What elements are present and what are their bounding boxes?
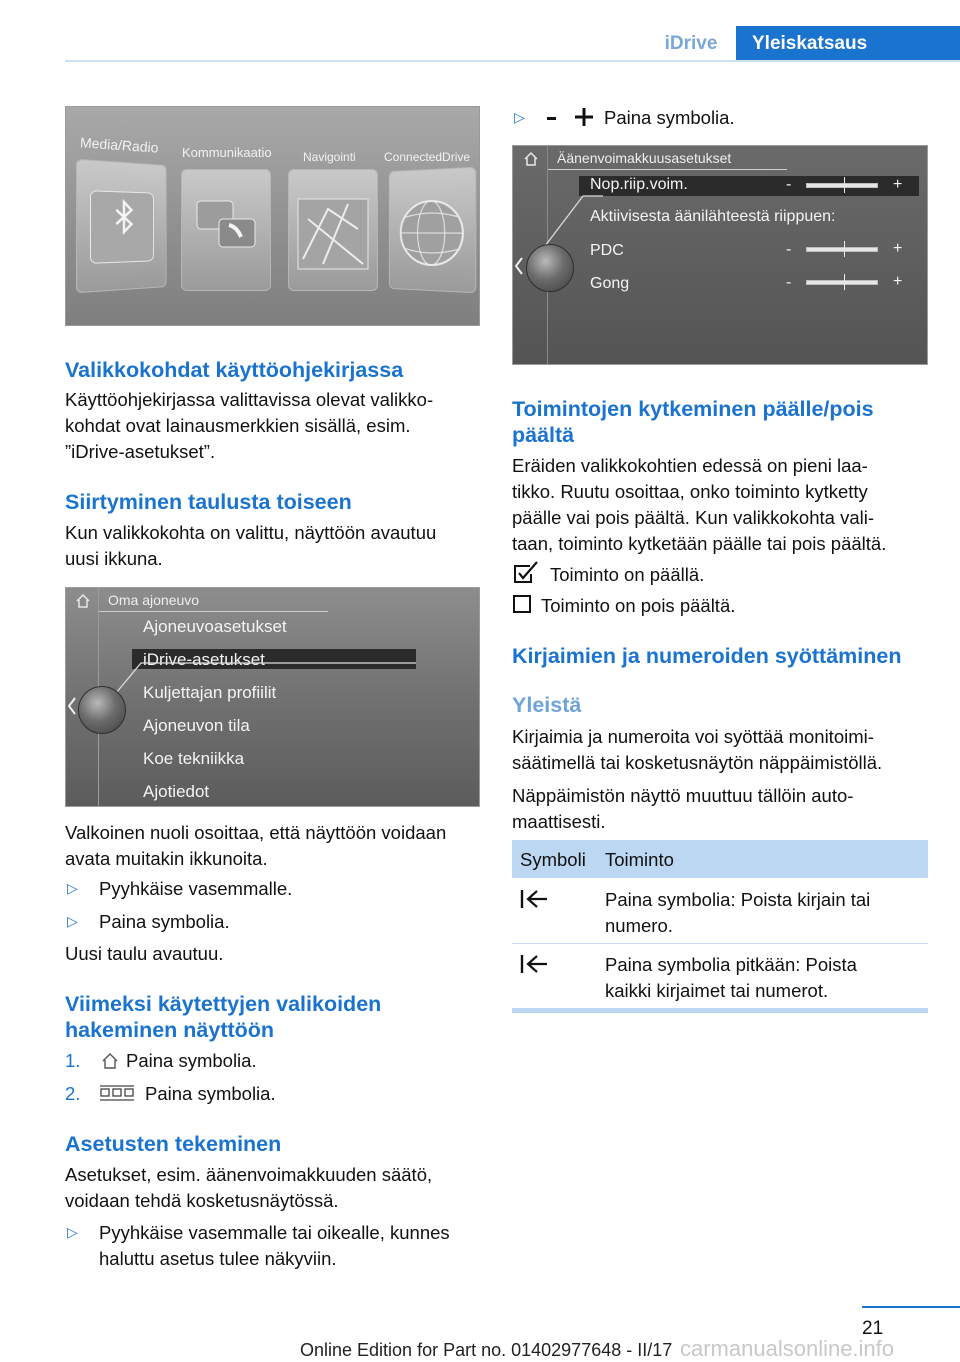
plus-icon xyxy=(574,107,594,127)
menu-item-vehicle-settings[interactable]: Ajoneuvoasetukset xyxy=(143,617,287,636)
section-body-line: Asetukset, esim. äänenvoimakkuuden säätö, xyxy=(65,1164,433,1185)
header-section: iDrive xyxy=(664,33,718,54)
footer-rule xyxy=(862,1306,960,1308)
bullet-text: Pyyhkäise vasemmalle. xyxy=(99,878,293,899)
table-row: numero. xyxy=(605,915,673,936)
controller-knob-icon xyxy=(78,686,126,734)
globe-icon xyxy=(389,167,476,294)
screen-title: Äänenvoimakkuusasetukset xyxy=(557,150,732,166)
step-text: Paina symbolia. xyxy=(126,1050,257,1071)
tile-label-connecteddrive: ConnectedDrive xyxy=(384,150,471,164)
section-title-settings: Asetusten tekeminen xyxy=(65,1132,282,1156)
table-row: Paina symbolia: Poista kirjain tai xyxy=(605,889,871,910)
section-body-line: tikko. Ruutu osoittaa, onko toiminto kytketty xyxy=(512,481,868,502)
minus-button[interactable]: - xyxy=(786,176,792,193)
media-tile xyxy=(76,159,167,294)
section-body-line: avata muitakin ikkunoita. xyxy=(65,848,268,869)
left-arrow-icon xyxy=(66,696,78,716)
toggle-off-text: Toiminto on pois päältä. xyxy=(541,595,736,616)
slider-thumb[interactable] xyxy=(844,274,845,290)
selection-line xyxy=(96,643,426,703)
bullet-text: Pyyhkäise vasemmalle tai oikealle, kunnes xyxy=(99,1222,450,1243)
section-body-line: taan, toiminto kytketään päälle tai pois päältä. xyxy=(512,533,887,554)
section-title-recent-menus-line2: hakeminen näyttöön xyxy=(65,1018,275,1042)
step-number: 2. xyxy=(65,1083,81,1104)
table-header-symbol: Symboli xyxy=(520,849,586,870)
slider-thumb[interactable] xyxy=(844,177,845,193)
vehicle-menu-screenshot xyxy=(65,587,480,807)
bluetooth-icon xyxy=(76,159,167,294)
bullet-triangle-icon: ▷ xyxy=(67,913,78,929)
toggle-on-text: Toiminto on päällä. xyxy=(550,564,705,585)
watermark: carmanualsonline.info xyxy=(680,1336,895,1361)
menu-item-trip-data[interactable]: Ajotiedot xyxy=(143,782,210,801)
plus-button[interactable]: + xyxy=(893,240,903,257)
table-bottom-rule xyxy=(512,1008,928,1013)
section-body-line: Valkoinen nuoli osoittaa, että näyttöön voidaan xyxy=(65,822,447,843)
communication-tile xyxy=(181,169,271,291)
volume-slider[interactable] xyxy=(806,183,878,188)
step-text: Paina symbolia. xyxy=(145,1083,276,1104)
bullet-text: haluttu asetus tulee näkyviin. xyxy=(99,1248,337,1269)
plus-button[interactable]: + xyxy=(893,273,903,290)
plus-button[interactable]: + xyxy=(893,176,903,193)
section-body-line: uusi ikkuna. xyxy=(65,548,163,569)
minus-button[interactable]: - xyxy=(786,241,792,258)
section-body-line: Näppäimistön näyttö muuttuu tällöin auto- xyxy=(512,785,854,806)
minus-icon xyxy=(545,112,559,124)
bullet-text: Paina symbolia. xyxy=(604,107,735,128)
bullet-triangle-icon: ▷ xyxy=(67,880,78,896)
section-body-line: päälle vai pois päältä. Kun valikkokohta vali- xyxy=(512,507,874,528)
footer-edition: Online Edition for Part no. 01402977648 - II/17 xyxy=(300,1340,673,1360)
recent-menus-icon xyxy=(100,1085,134,1101)
setting-label-gong[interactable]: Gong xyxy=(590,275,630,292)
bullet-triangle-icon: ▷ xyxy=(67,1224,78,1240)
section-title-toggle-line2: päältä xyxy=(512,423,575,447)
menu-item-idrive-settings[interactable]: iDrive-asetukset xyxy=(143,650,265,669)
table-row: kaikki kirjaimet tai numerot. xyxy=(605,980,829,1001)
section-body-line: Eräiden valikkokohtien edessä on pieni laa- xyxy=(512,455,868,476)
section-body-line: maattisesti. xyxy=(512,811,606,832)
main-menu-screenshot xyxy=(65,106,480,326)
tile-label-communication: Kommunikaatio xyxy=(182,145,272,160)
navigation-tile xyxy=(288,169,378,291)
section-body-line: Kirjaimia ja numeroita voi syöttää monitoimi- xyxy=(512,726,874,747)
setting-label-navigation-volume[interactable]: Nop.riip.voim. xyxy=(590,176,688,193)
page-number: 21 xyxy=(862,1318,884,1339)
volume-slider[interactable] xyxy=(806,280,878,285)
section-title-menu-items: Valikkokohdat käyttöohjekirjassa xyxy=(65,358,404,382)
menu-item-driver-profiles[interactable]: Kuljettajan profiilit xyxy=(143,683,277,702)
section-title-recent-menus: Viimeksi käytettyjen valikoiden xyxy=(65,992,382,1016)
bullet-text: Paina symbolia. xyxy=(99,911,230,932)
section-body-line: Käyttöohjekirjassa valittavissa olevat valikko- xyxy=(65,389,434,410)
left-arrow-icon xyxy=(513,256,525,276)
title-underline xyxy=(547,169,787,170)
header-chapter: Yleiskatsaus xyxy=(736,26,960,62)
setting-label-pdc[interactable]: PDC xyxy=(590,242,624,259)
checkbox-checked-icon xyxy=(512,560,540,586)
title-underline xyxy=(98,611,328,612)
section-body-line: kohdat ovat lainausmerkkien sisällä, esim. xyxy=(65,415,411,436)
section-body-line: ”iDrive-asetukset”. xyxy=(65,441,216,462)
menu-item-try-technology[interactable]: Koe tekniikka xyxy=(143,749,245,768)
controller-knob-icon xyxy=(526,244,574,292)
screen-title: Oma ajoneuvo xyxy=(108,592,200,608)
section-body-line: säätimellä tai kosketusnäytön näppäimistöllä. xyxy=(512,752,883,773)
map-icon xyxy=(288,169,378,291)
tile-label-media: Media/Radio xyxy=(79,134,160,156)
section-title-toggle: Toimintojen kytkeminen päälle/pois xyxy=(512,397,874,421)
section-title-input: Kirjaimien ja numeroiden syöttäminen xyxy=(512,644,902,668)
section-title-switching: Siirtyminen taulusta toiseen xyxy=(65,490,352,514)
table-row-separator xyxy=(512,943,928,944)
delete-character-icon xyxy=(519,888,549,910)
home-icon xyxy=(522,150,540,168)
table-row: Paina symbolia pitkään: Poista xyxy=(605,954,857,975)
section-body-line: Kun valikkokohta on valittu, näyttöön avautuu xyxy=(65,522,437,543)
phone-icon xyxy=(181,169,271,291)
tile-label-navigation: Navigointi xyxy=(303,150,356,164)
connecteddrive-tile xyxy=(389,167,476,294)
checkbox-empty-icon xyxy=(512,594,534,614)
table-header-function: Toiminto xyxy=(605,849,674,870)
section-body-line: Uusi taulu avautuu. xyxy=(65,943,224,964)
bullet-triangle-icon: ▷ xyxy=(514,109,525,125)
header-rule xyxy=(65,60,960,62)
home-icon xyxy=(100,1051,120,1071)
delete-all-icon xyxy=(519,953,549,975)
minus-button[interactable]: - xyxy=(786,274,792,291)
slider-thumb[interactable] xyxy=(844,241,845,257)
setting-label-active-source: Aktiivisesta äänilähteestä riippuen: xyxy=(590,208,836,225)
menu-item-vehicle-status[interactable]: Ajoneuvon tila xyxy=(143,716,250,735)
section-subtitle-general: Yleistä xyxy=(512,693,582,717)
volume-settings-screenshot xyxy=(512,145,928,365)
section-body-line: voidaan tehdä kosketusnäytössä. xyxy=(65,1190,339,1211)
step-number: 1. xyxy=(65,1050,81,1071)
home-icon xyxy=(74,592,92,610)
volume-slider[interactable] xyxy=(806,247,878,252)
